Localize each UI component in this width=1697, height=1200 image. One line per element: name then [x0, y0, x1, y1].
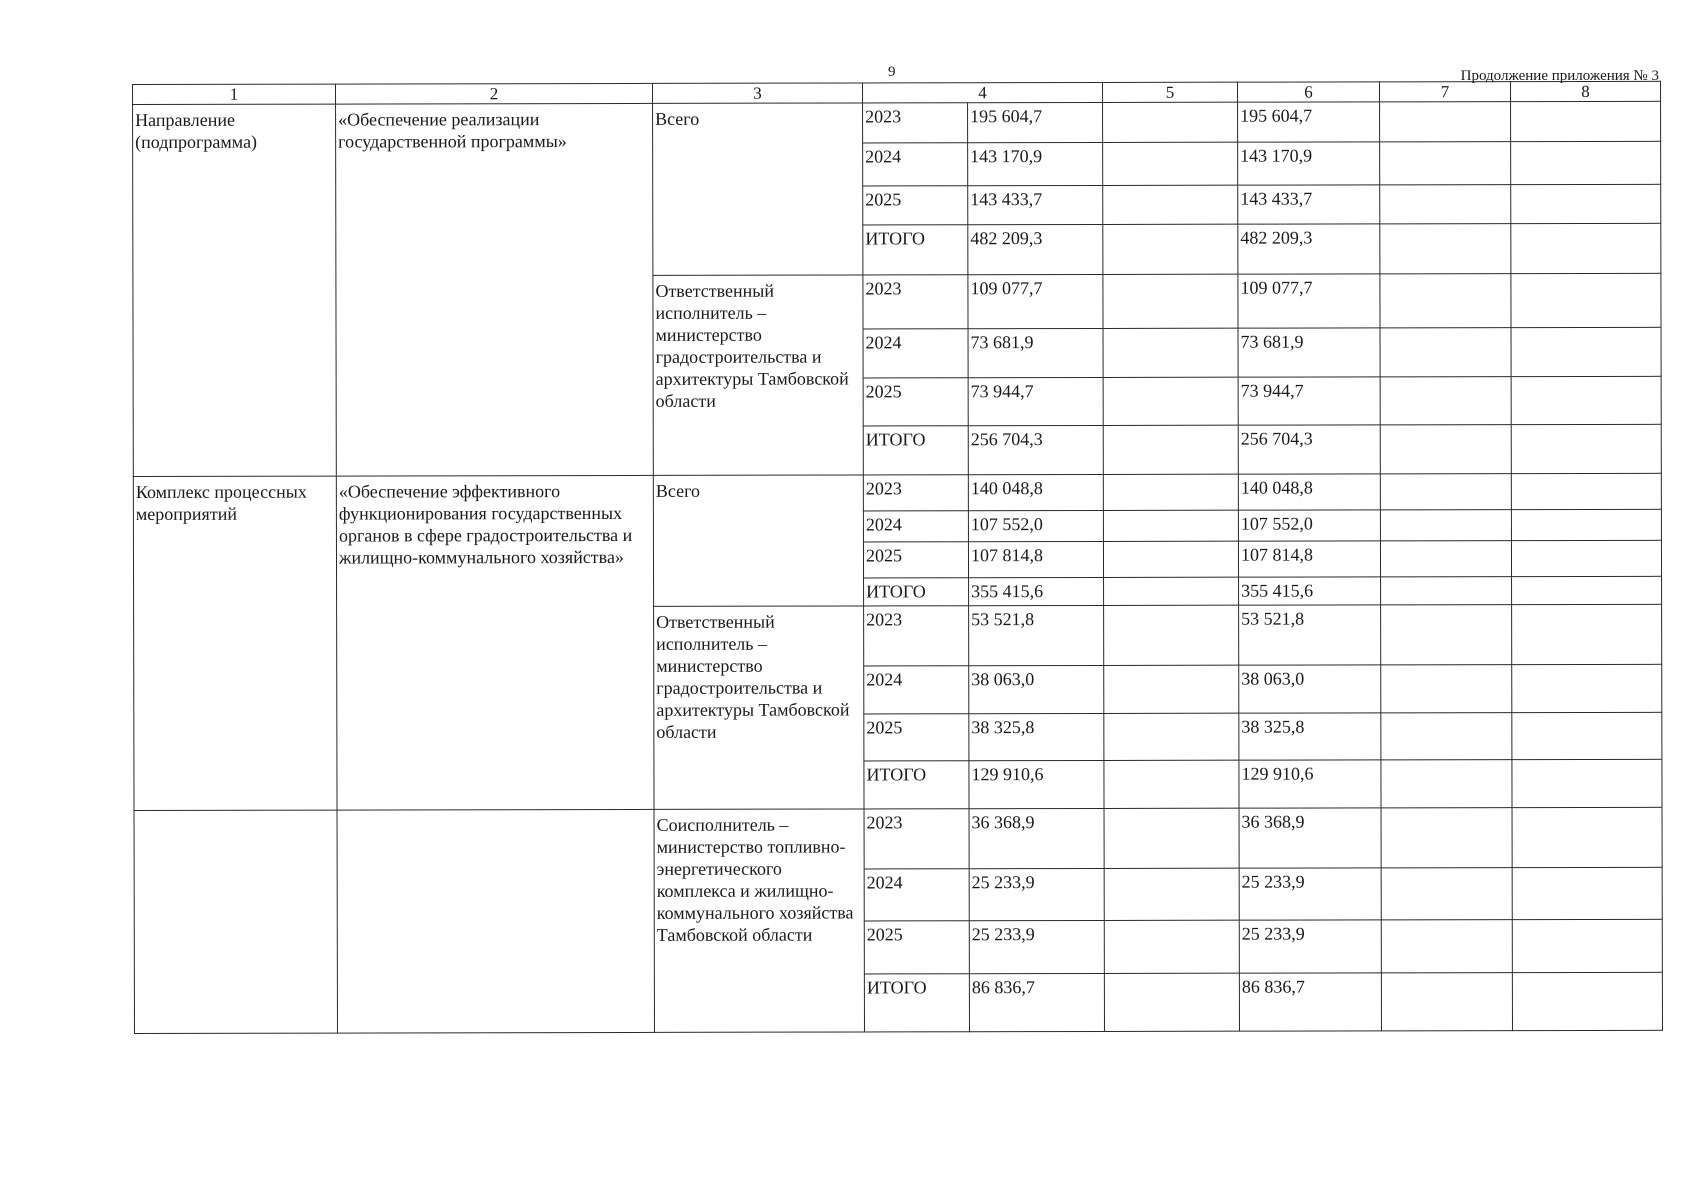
- cell-col7: [1380, 185, 1511, 224]
- page-number: 9: [888, 64, 896, 80]
- cell-col6-amount: 195 604,7: [1238, 102, 1380, 142]
- cell-col4-amount: 482 209,3: [968, 224, 1103, 274]
- cell-col4-amount: 355 415,6: [969, 577, 1104, 605]
- cell-col7: [1380, 474, 1511, 510]
- table-row: [134, 807, 1662, 870]
- cell-col6-amount: 25 233,9: [1239, 868, 1381, 920]
- cell-col7: [1381, 713, 1512, 760]
- cell-col5: [1103, 328, 1238, 377]
- budget-table: [132, 81, 1663, 1034]
- cell-col8: [1511, 540, 1661, 576]
- cell-col5: [1104, 605, 1239, 665]
- cell-col5: [1103, 425, 1238, 474]
- cell-col4-amount: 73 681,9: [968, 328, 1103, 377]
- cell-col7: [1381, 973, 1512, 1031]
- cell-col8: [1511, 376, 1661, 424]
- cell-col4-amount: 107 552,0: [968, 510, 1103, 541]
- cell-col6-amount: 53 521,8: [1239, 605, 1381, 665]
- cell-year: 2025: [864, 714, 969, 761]
- header-col-2: 2: [336, 83, 653, 104]
- cell-col7: [1381, 760, 1512, 808]
- table-row: [133, 473, 1661, 512]
- cell-col7: [1380, 142, 1511, 185]
- cell-col7: [1380, 224, 1511, 274]
- cell-col5: [1103, 274, 1238, 328]
- cell-col5: [1104, 760, 1239, 808]
- cell-col6-amount: 73 944,7: [1238, 377, 1380, 425]
- cell-col6-amount: 38 063,0: [1239, 665, 1381, 713]
- cell-year: 2025: [863, 378, 968, 426]
- cell-year: ИТОГО: [864, 974, 969, 1032]
- cell-col6-amount: 73 681,9: [1238, 328, 1380, 377]
- cell-col5: [1103, 102, 1238, 142]
- cell-col8: [1512, 972, 1662, 1030]
- header-col-6: 6: [1237, 82, 1379, 102]
- cell-col4-amount: 73 944,7: [968, 377, 1103, 425]
- cell-col5: [1104, 665, 1239, 713]
- cell-year: 2024: [863, 329, 968, 378]
- cell-col6-amount: 129 910,6: [1239, 760, 1381, 808]
- header-col-4: 4: [862, 82, 1102, 103]
- cell-col7: [1381, 920, 1512, 973]
- cell-year: 2025: [864, 921, 969, 974]
- cell-col6-amount: 36 368,9: [1239, 808, 1381, 868]
- cell-col4-amount: 129 910,6: [969, 760, 1104, 808]
- row-executor: Соисполнитель – министерство топливно-энергетического комплекса и жилищно-коммунального хозяйства Тамбовской области: [654, 809, 864, 1032]
- cell-year: 2025: [863, 186, 968, 225]
- cell-col7: [1381, 665, 1512, 713]
- cell-col8: [1512, 807, 1662, 867]
- cell-col5: [1104, 808, 1239, 868]
- cell-col6-amount: 482 209,3: [1238, 224, 1380, 274]
- cell-col6-amount: 256 704,3: [1238, 425, 1380, 474]
- cell-year: ИТОГО: [863, 225, 968, 275]
- row-program-name: [337, 809, 654, 1033]
- cell-col8: [1511, 101, 1661, 141]
- cell-col7: [1380, 541, 1511, 577]
- cell-col4-amount: 107 814,8: [968, 541, 1103, 577]
- cell-col7: [1380, 274, 1511, 328]
- cell-year: 2023: [863, 275, 968, 329]
- cell-col6-amount: 86 836,7: [1239, 973, 1381, 1031]
- cell-col5: [1103, 377, 1238, 425]
- cell-col4-amount: 25 233,9: [969, 868, 1104, 920]
- cell-year: 2023: [863, 475, 968, 511]
- cell-col7: [1380, 102, 1511, 142]
- cell-year: 2024: [863, 511, 968, 542]
- cell-col8: [1512, 867, 1662, 919]
- header-col-7: 7: [1379, 82, 1510, 102]
- row-category: [134, 810, 337, 1033]
- cell-year: 2023: [863, 103, 968, 143]
- cell-col5: [1103, 474, 1238, 510]
- cell-col6-amount: 109 077,7: [1238, 274, 1380, 328]
- cell-col8: [1511, 473, 1661, 509]
- cell-col4-amount: 143 433,7: [968, 185, 1103, 224]
- cell-col7: [1380, 377, 1511, 425]
- continuation-label: Продолжение приложения № 3: [1460, 68, 1659, 84]
- cell-year: 2024: [864, 666, 969, 714]
- cell-col5: [1103, 185, 1238, 224]
- cell-year: 2025: [863, 542, 968, 578]
- table-row: [133, 101, 1661, 144]
- row-executor: Ответственный исполнитель – министерство градостроительства и архитектуры Тамбовской области: [653, 275, 863, 475]
- cell-col8: [1512, 712, 1662, 759]
- cell-col7: [1381, 808, 1512, 868]
- cell-col4-amount: 25 233,9: [969, 920, 1104, 973]
- cell-year: 2024: [864, 869, 969, 921]
- cell-col6-amount: 38 325,8: [1239, 713, 1381, 760]
- cell-col7: [1381, 577, 1512, 605]
- cell-col5: [1103, 142, 1238, 185]
- cell-col4-amount: 36 368,9: [969, 808, 1104, 868]
- cell-col7: [1380, 328, 1511, 377]
- cell-col5: [1103, 510, 1238, 541]
- cell-col5: [1104, 920, 1239, 973]
- row-program-name: «Обеспечение эффективного функционирования государственных органов в сфере градостроительства и жилищно-коммунального хозяйства»: [336, 475, 654, 810]
- cell-col4-amount: 195 604,7: [968, 102, 1103, 142]
- cell-col8: [1511, 184, 1661, 223]
- cell-col4-amount: 143 170,9: [968, 142, 1103, 185]
- header-col-8: 8: [1510, 81, 1660, 101]
- cell-col5: [1103, 224, 1238, 274]
- cell-col4-amount: 140 048,8: [968, 474, 1103, 510]
- cell-col6-amount: 107 552,0: [1238, 510, 1380, 541]
- cell-col4-amount: 256 704,3: [968, 425, 1103, 474]
- cell-col8: [1511, 141, 1661, 184]
- cell-col4-amount: 53 521,8: [969, 605, 1104, 665]
- row-category: Комплекс процессных мероприятий: [133, 476, 337, 810]
- cell-col4-amount: 38 063,0: [969, 665, 1104, 713]
- cell-year: ИТОГО: [864, 761, 969, 809]
- cell-col8: [1511, 509, 1661, 540]
- cell-col6-amount: 143 170,9: [1238, 142, 1380, 185]
- cell-col8: [1511, 273, 1661, 327]
- cell-col8: [1512, 759, 1662, 807]
- row-category: Направление (подпрограмма): [133, 104, 337, 476]
- cell-year: 2023: [864, 809, 969, 869]
- cell-col4-amount: 109 077,7: [968, 274, 1103, 328]
- cell-col5: [1103, 541, 1238, 577]
- cell-col8: [1512, 576, 1662, 604]
- cell-year: ИТОГО: [863, 426, 968, 475]
- cell-col6-amount: 25 233,9: [1239, 920, 1381, 973]
- cell-col5: [1104, 868, 1239, 920]
- cell-col8: [1512, 664, 1662, 712]
- cell-col6-amount: 355 415,6: [1239, 577, 1381, 605]
- header-col-5: 5: [1102, 82, 1237, 102]
- header-col-1: 1: [133, 84, 336, 104]
- table-body: [133, 101, 1663, 1033]
- cell-col5: [1104, 973, 1239, 1031]
- cell-col7: [1381, 868, 1512, 920]
- row-executor: Всего: [653, 475, 863, 606]
- cell-col8: [1512, 919, 1662, 972]
- cell-col5: [1104, 713, 1239, 760]
- cell-col8: [1511, 223, 1661, 273]
- row-program-name: «Обеспечение реализации государственной программы»: [336, 103, 654, 476]
- cell-year: 2024: [863, 143, 968, 186]
- cell-col7: [1381, 605, 1512, 665]
- cell-col6-amount: 107 814,8: [1238, 541, 1380, 577]
- row-executor: Всего: [653, 103, 863, 275]
- cell-col7: [1380, 510, 1511, 541]
- cell-col7: [1380, 425, 1511, 474]
- cell-col6-amount: 143 433,7: [1238, 185, 1380, 224]
- cell-col8: [1512, 604, 1662, 664]
- cell-col8: [1511, 424, 1661, 473]
- cell-year: 2023: [864, 606, 969, 666]
- cell-col6-amount: 140 048,8: [1238, 474, 1380, 510]
- cell-col4-amount: 86 836,7: [969, 973, 1104, 1031]
- header-col-3: 3: [652, 83, 862, 103]
- cell-year: ИТОГО: [864, 578, 969, 606]
- cell-col4-amount: 38 325,8: [969, 713, 1104, 760]
- cell-col5: [1104, 577, 1239, 605]
- row-executor: Ответственный исполнитель – министерство градостроительства и архитектуры Тамбовской области: [654, 606, 864, 809]
- cell-col8: [1511, 327, 1661, 376]
